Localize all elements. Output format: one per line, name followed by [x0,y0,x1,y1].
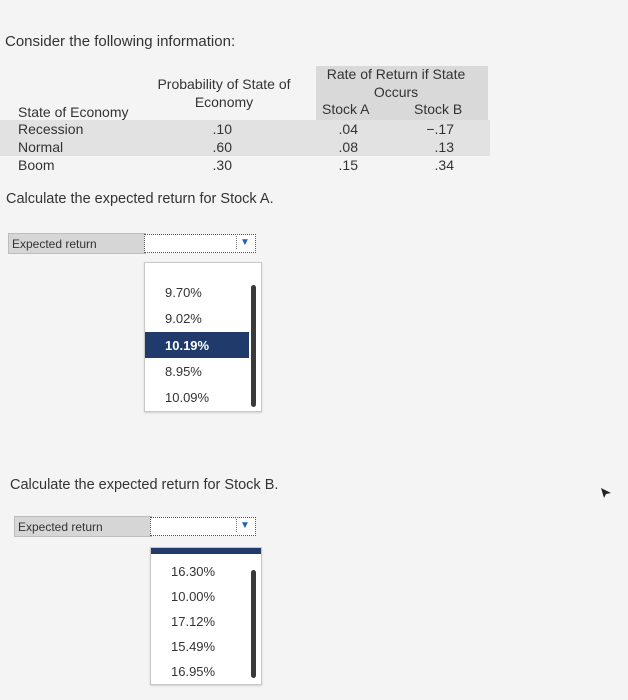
scrollbar-b[interactable] [251,570,256,678]
expected-return-select-a[interactable] [144,234,256,253]
option-a-3-highlighted[interactable]: 10.19% [145,332,249,358]
stock-b-header: Stock B [414,101,463,117]
row-state-recession: Recession [18,121,84,137]
option-a-1[interactable]: 9.70% [165,284,202,300]
dropdown-panel-b [150,547,262,685]
cursor-icon [600,486,612,498]
intro-text: Consider the following information: [5,33,236,50]
rate-header-line1: Rate of Return if State [326,66,466,82]
prob-header-line1: Probability of State of [157,76,291,92]
row-a-recession: .04 [338,121,358,137]
row-b-recession: −.17 [426,121,454,137]
row-state-normal: Normal [18,139,64,155]
prob-header-line2: Economy [194,94,254,110]
option-b-3[interactable]: 17.12% [171,613,216,629]
row-b-boom: .34 [434,157,454,173]
option-a-4[interactable]: 8.95% [165,363,202,379]
chevron-down-icon[interactable]: ▼ [236,236,253,249]
rate-header-line2: Occurs [373,84,419,100]
chevron-down-icon[interactable]: ▼ [236,519,253,532]
question-b-text: Calculate the expected return for Stock B. [10,477,279,493]
row-b-normal: .13 [434,139,454,155]
expected-return-select-b[interactable] [150,517,256,536]
row-prob-recession: .10 [212,121,232,137]
option-a-2[interactable]: 9.02% [165,310,202,326]
row-a-boom: .15 [338,157,358,173]
expected-return-label-b: Expected return [14,516,152,537]
row-prob-boom: .30 [212,157,232,173]
row-a-normal: .08 [338,139,358,155]
row-state-boom: Boom [18,157,55,173]
option-b-5[interactable]: 16.95% [171,663,216,679]
expected-return-label-a: Expected return [8,233,146,254]
stock-a-header: Stock A [322,101,370,117]
dropdown-panel-a [144,262,262,412]
option-b-4[interactable]: 15.49% [171,638,216,654]
row-prob-normal: .60 [212,139,232,155]
option-a-5[interactable]: 10.09% [165,389,210,405]
state-header: State of Economy [18,104,129,120]
dropdown-top-bar [151,548,261,554]
option-b-1[interactable]: 16.30% [171,563,216,579]
scrollbar-a[interactable] [251,285,256,407]
option-b-2[interactable]: 10.00% [171,588,216,604]
question-a-text: Calculate the expected return for Stock A. [6,191,274,207]
